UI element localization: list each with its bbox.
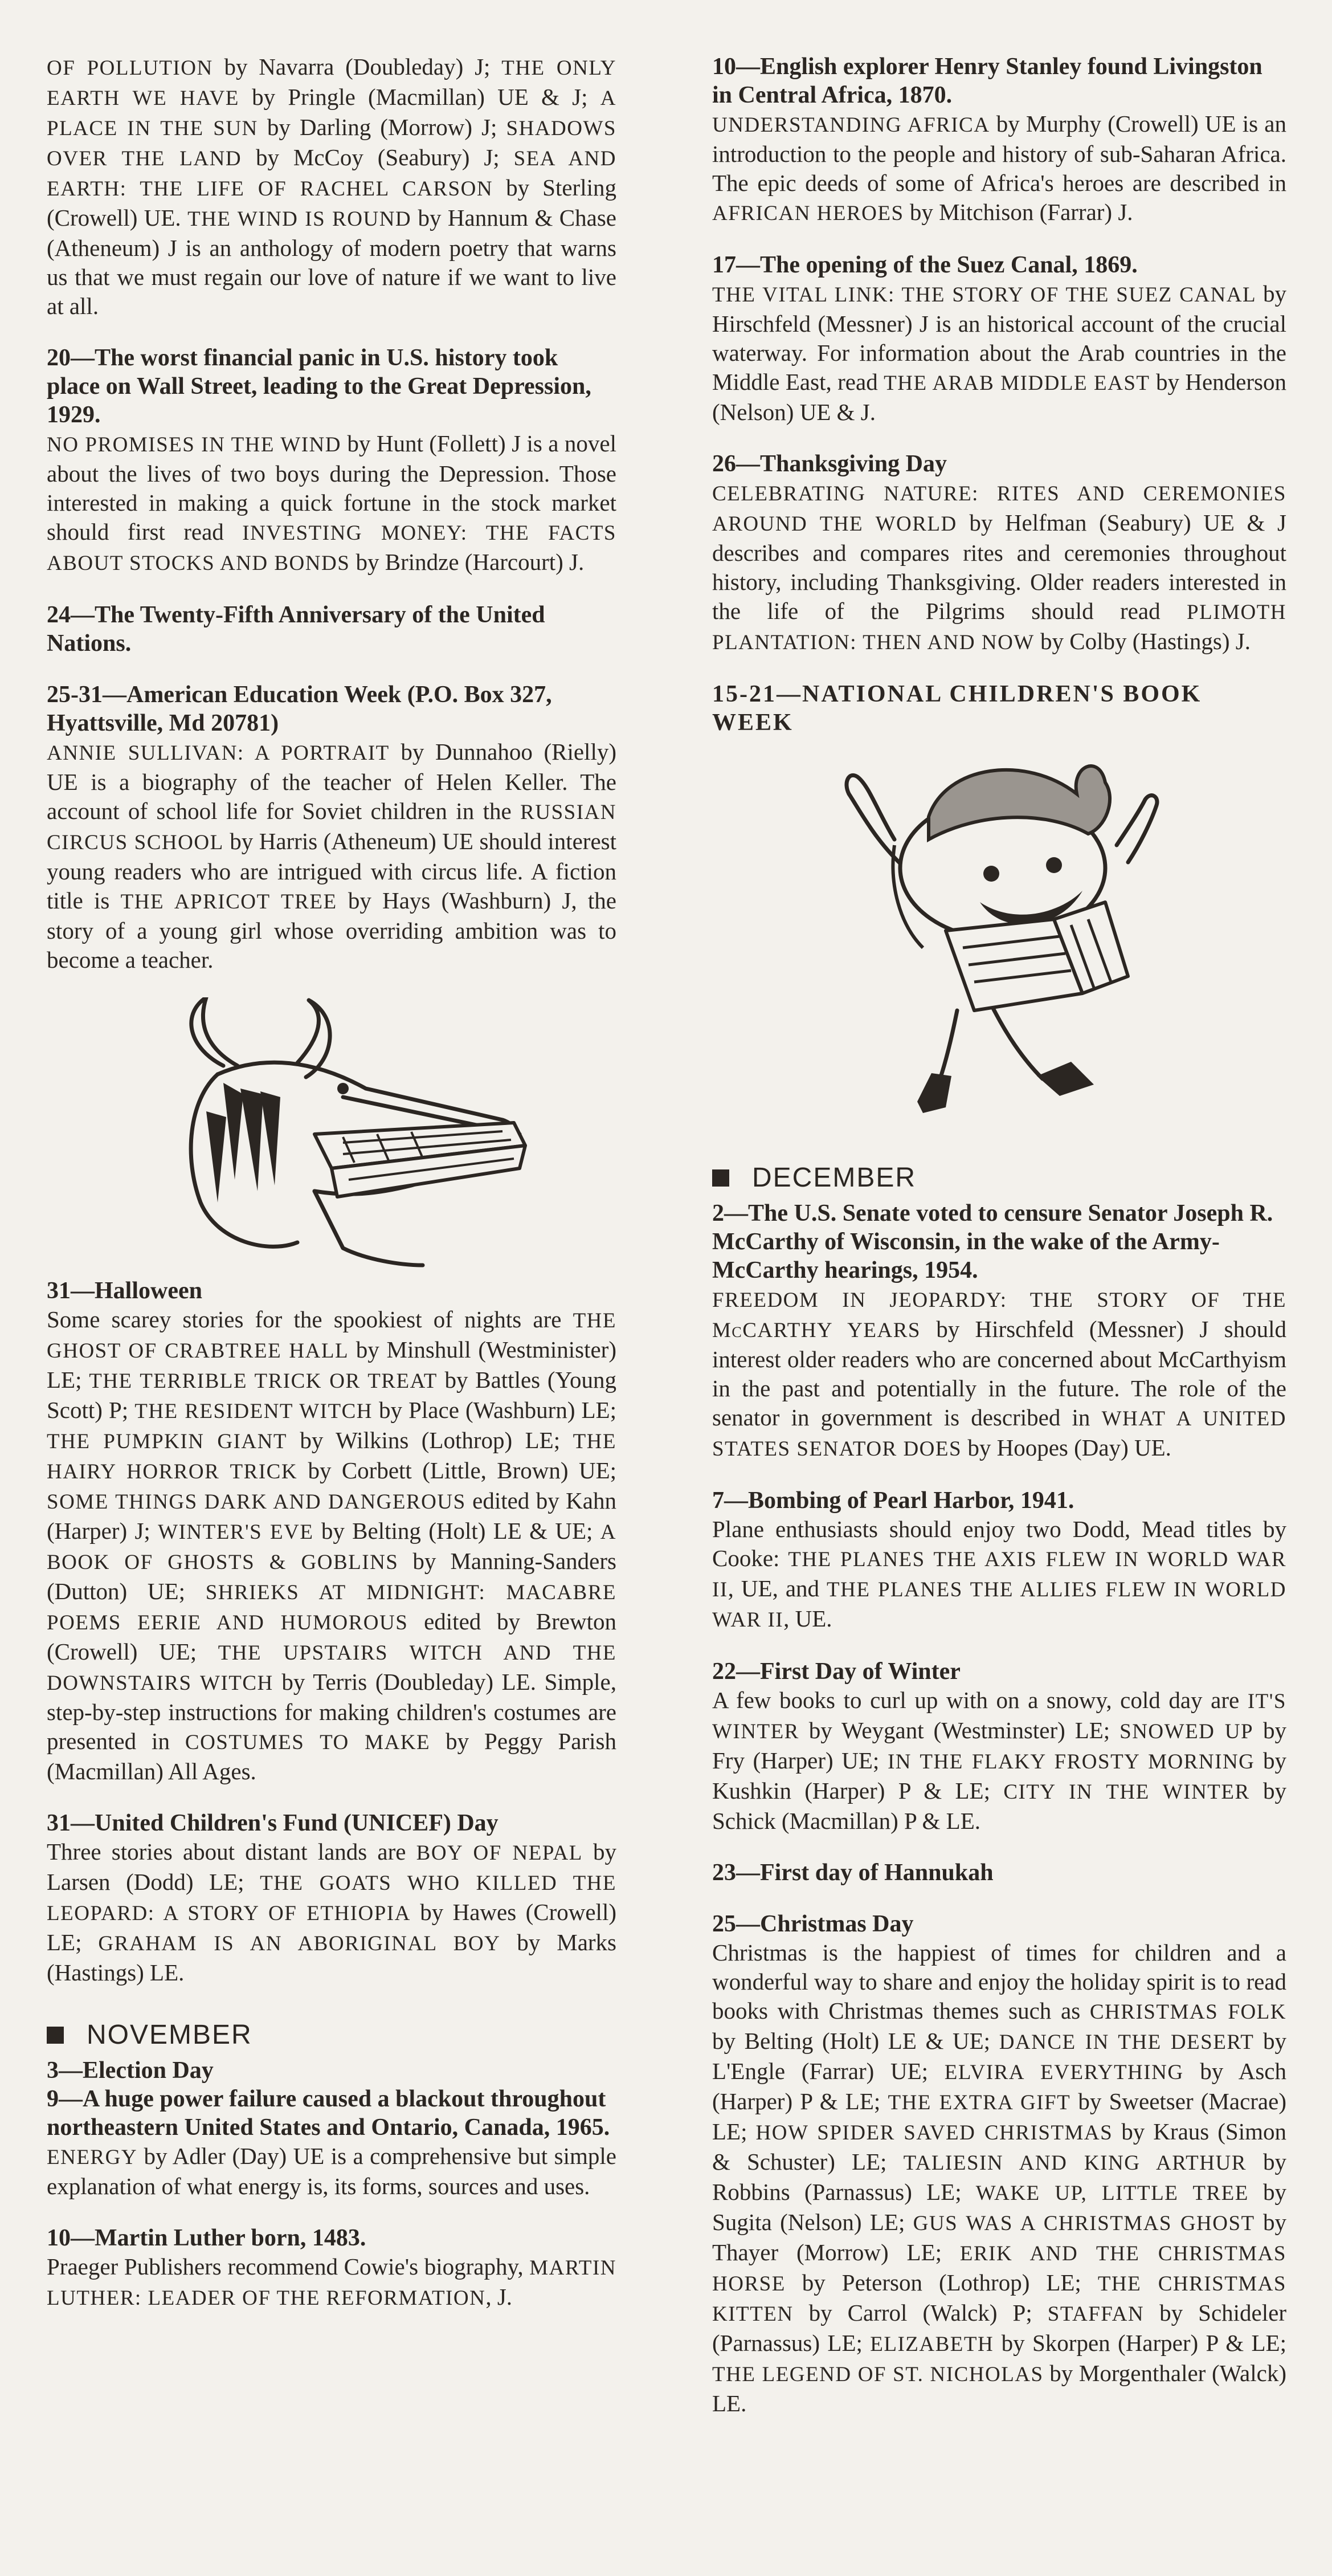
body-text: by Place (Washburn) LE; <box>373 1397 616 1423</box>
body-text: , UE, and <box>728 1575 827 1601</box>
entry-dec-7 <box>712 1486 1286 1635</box>
body-text: by Hunt (Follett) J is a novel about the lives of two boys during the Depression. Those interested in making a quick fortune in the stock market should first read <box>47 430 616 545</box>
book-title: IN THE FLAKY FROSTY MORNING <box>887 1750 1255 1774</box>
book-title: THE LEGEND OF ST. NICHOLAS <box>712 2363 1044 2386</box>
body-text: , UE. <box>783 1605 832 1632</box>
entry-dec-23 <box>712 1858 1286 1887</box>
entry-body <box>712 279 1286 427</box>
body-text: by Pringle (Macmillan) UE & J; <box>239 84 600 110</box>
body-text: by L'Engle (Farrar) UE; <box>712 2028 1286 2084</box>
entry-heading: 10—Martin Luther born, 1483. <box>47 2225 366 2251</box>
body-text: by Hawes (Crowell) LE; <box>47 1899 616 1955</box>
book-title: GRAHAM IS AN ABORIGINAL BOY <box>98 1932 501 1955</box>
book-title: WHAT A UNITED STATES SENATOR DOES <box>712 1407 1287 1461</box>
entry-body <box>47 2252 616 2313</box>
book-title: FREEDOM IN JEOPARDY: THE STORY OF THE McCARTHY YEARS <box>712 1289 1286 1342</box>
entry-nov-10-stanley <box>712 52 1286 228</box>
book-title: THE APRICOT TREE <box>120 890 337 914</box>
book-title: GUS WAS A CHRISTMAS GHOST <box>913 2212 1255 2235</box>
book-title: WINTER'S EVE <box>158 1521 314 1544</box>
entry-dec-22 <box>712 1657 1286 1836</box>
monster-with-book-illustration <box>47 997 616 1277</box>
entry-body <box>47 737 616 975</box>
entry-heading: 15-21—NATIONAL CHILDREN'S BOOK WEEK <box>712 681 1202 736</box>
body-text: by Battles (Young Scott) P; <box>47 1367 616 1423</box>
body-text: by Schick (Macmillan) P & LE. <box>712 1778 1287 1834</box>
entry-nov-9 <box>47 2085 616 2201</box>
girl-with-book-illustration <box>706 743 1281 1130</box>
body-text: by Dunnahoo (Rielly) UE is a biography of the teacher of Helen Keller. The account of school life for Soviet children in the <box>47 739 616 824</box>
book-title: DANCE IN THE DESERT <box>999 2031 1255 2054</box>
body-text: by Hirschfeld (Messner) J is an historical account of the crucial waterway. For information about the Arab countries in the Middle East, read <box>712 280 1286 395</box>
body-text: by Weygant (Westminster) LE; <box>799 1717 1120 1743</box>
body-text: by Larsen (Dodd) LE; <box>47 1839 617 1895</box>
body-text: by Kushkin (Harper) P & LE; <box>712 1747 1287 1804</box>
entry-nov-26 <box>712 450 1286 657</box>
entry-body <box>47 1837 616 1987</box>
entry-heading: 17—The opening of the Suez Canal, 1869. <box>712 252 1138 278</box>
book-title: A BOOK OF GHOSTS & GOBLINS <box>47 1521 617 1574</box>
book-title: THE RESIDENT WITCH <box>134 1400 373 1423</box>
book-title: ERIK AND THE CHRISTMAS HORSE <box>712 2242 1286 2296</box>
entry-nov-15-21 <box>712 680 1286 737</box>
book-title: THE HAIRY HORROR TRICK <box>47 1430 616 1483</box>
book-title: THE PUMPKIN GIANT <box>47 1430 287 1453</box>
entry-oct-25-31 <box>47 680 616 975</box>
body-text: edited by Kahn (Harper) J; <box>47 1487 616 1544</box>
book-title: PLIMOTH PLANTATION: THEN AND NOW <box>712 601 1286 654</box>
entry-body <box>712 1938 1286 2418</box>
book-title: RUSSIAN CIRCUS SCHOOL <box>47 801 616 854</box>
entry-oct-31-unicef <box>47 1809 616 1987</box>
book-title: IT'S WINTER <box>712 1690 1286 1743</box>
book-title: ELVIRA EVERYTHING <box>944 2061 1184 2084</box>
body-text: by McCoy (Seabury) J; <box>242 144 514 170</box>
book-title: SHADOWS OVER THE LAND <box>47 117 616 170</box>
book-title: A PLACE IN THE SUN <box>47 87 616 140</box>
body-text: by Hirschfeld (Messner) J should interest older readers who are concerned about McCarthyism in the past and potentially in the future. The role of the senator in government is described in <box>712 1316 1286 1430</box>
body-text: by Hoopes (Day) UE. <box>962 1434 1171 1461</box>
entry-heading: 9—A huge power failure caused a blackout throughout northeastern United States and Ontario, Canada, 1965. <box>47 2086 610 2141</box>
entry-body <box>47 429 616 578</box>
body-text: by Adler (Day) UE is a comprehensive but simple explanation of what energy is, its forms, sources and uses. <box>47 2143 616 2199</box>
entry-nov-17 <box>712 251 1286 427</box>
body-text: by Carrol (Walck) P; <box>793 2300 1048 2326</box>
book-title: ANNIE SULLIVAN: A PORTRAIT <box>47 741 390 765</box>
body-text: Christmas is the happiest of times for children and a wonderful way to share and enjoy the holiday spirit is to read books with Christmas themes such as <box>712 1939 1286 2024</box>
entry-oct-31-halloween <box>47 1277 616 1786</box>
book-title: THE CHRISTMAS KITTEN <box>712 2272 1286 2326</box>
book-title: TALIESIN AND KING ARTHUR <box>903 2151 1247 2175</box>
right-column <box>712 52 1286 2441</box>
book-title: CHRISTMAS FOLK <box>1089 2000 1286 2024</box>
entry-heading: 25—Christmas Day <box>712 1911 914 1937</box>
body-text: by Murphy (Crowell) UE is an introduction to the people and history of sub-Saharan Africa. The epic deeds of some of Africa's heroes are described in <box>712 111 1287 196</box>
book-title: THE ARAB MIDDLE EAST <box>884 372 1150 395</box>
entry-heading: 31—Halloween <box>47 1278 202 1304</box>
body-text: by Hays (Washburn) J, the story of a young girl whose overriding ambition was to become a teacher. <box>47 887 617 973</box>
book-title: SNOWED UP <box>1119 1720 1254 1743</box>
entry-heading: 10—English explorer Henry Stanley found Livingston in Central Africa, 1870. <box>712 54 1262 108</box>
body-text: by Sterling (Crowell) UE. <box>47 174 616 231</box>
book-title: STAFFAN <box>1047 2302 1145 2326</box>
body-text: by Thayer (Morrow) LE; <box>712 2209 1286 2265</box>
book-title: NO PROMISES IN THE WIND <box>47 433 341 456</box>
body-text: by Corbett (Little, Brown) UE; <box>297 1457 617 1483</box>
entry-heading: 20—The worst financial panic in U.S. history took place on Wall Street, leading to the Great Depression, 1929. <box>47 345 591 428</box>
book-title: BOY OF NEPAL <box>416 1841 583 1865</box>
body-text: by Belting (Holt) LE & UE; <box>313 1518 600 1544</box>
body-text: by Fry (Harper) UE; <box>712 1717 1287 1774</box>
body-text: by Helfman (Seabury) UE & J describes and compares rites and ceremonies throughout history, including Thanksgiving. Older readers interested in the life of the Pilgrims should read <box>712 510 1286 624</box>
body-text: Plane enthusiasts should enjoy two Dodd, Mead titles by Cooke: <box>712 1516 1286 1571</box>
body-text: by Robbins (Parnassus) LE; <box>712 2149 1287 2205</box>
body-text: by Skorpen (Harper) P & LE; <box>994 2330 1286 2356</box>
bullet-square-icon <box>712 1169 729 1187</box>
body-text: by Terris (Doubleday) LE. Simple, step-by-step instructions for making children's costumes are presented in <box>47 1669 616 1754</box>
book-title: COSTUMES TO MAKE <box>185 1731 431 1754</box>
book-title: THE GHOST OF CRABTREE HALL <box>47 1309 616 1363</box>
entry-heading: 26—Thanksgiving Day <box>712 451 947 477</box>
book-title: THE ONLY EARTH WE HAVE <box>47 56 616 110</box>
entry-oct-20 <box>47 344 616 578</box>
body-text: A few books to curl up with on a snowy, cold day are <box>712 1687 1248 1713</box>
body-text: by Hannum & Chase (Atheneum) J is an anthology of modern poetry that warns us that we must regain our love of nature if we want to live at all. <box>47 205 616 319</box>
book-title: ELIZABETH <box>870 2333 994 2356</box>
body-text: by Mitchison (Farrar) J. <box>904 199 1133 225</box>
month-heading-november <box>47 2019 616 2051</box>
body-text: by Navarra (Doubleday) J; <box>213 54 502 80</box>
month-label: DECEMBER <box>752 1163 917 1193</box>
body-text: Three stories about distant lands are <box>47 1839 416 1865</box>
entry-oct-24 <box>47 601 616 658</box>
book-title: THE PLANES THE AXIS FLEW IN WORLD WAR II <box>712 1548 1287 1601</box>
entry-body <box>712 478 1286 657</box>
left-column <box>47 52 616 2335</box>
entry-body <box>712 1515 1286 1635</box>
bullet-square-icon <box>47 2027 64 2044</box>
entry-nov-3 <box>47 2056 616 2085</box>
body-text: by Asch (Harper) P & LE; <box>712 2058 1286 2114</box>
book-title: INVESTING MONEY: THE FACTS ABOUT STOCKS AND BONDS <box>47 521 616 575</box>
entry-heading: 24—The Twenty-Fifth Anniversary of the United Nations. <box>47 602 545 657</box>
body-text: by Belting (Holt) LE & UE; <box>712 2028 999 2054</box>
body-text: by Kraus (Simon & Schuster) LE; <box>712 2118 1287 2175</box>
body-text: by Sweetser (Macrae) LE; <box>712 2088 1286 2145</box>
book-title: THE WIND IS ROUND <box>187 207 412 231</box>
body-text: by Manning-Sanders (Dutton) UE; <box>47 1548 616 1604</box>
body-text: Praeger Publishers recommend Cowie's biography, <box>47 2253 530 2280</box>
entry-heading: 7—Bombing of Pearl Harbor, 1941. <box>712 1487 1074 1514</box>
body-text: edited by Brewton (Crowell) UE; <box>47 1608 616 1665</box>
body-text: by Morgenthaler (Walck) LE. <box>712 2360 1286 2416</box>
book-title: WAKE UP, LITTLE TREE <box>975 2182 1249 2205</box>
book-title: THE PLANES THE ALLIES FLEW IN WORLD WAR II <box>712 1578 1287 1632</box>
entry-body <box>712 109 1286 228</box>
book-title: SOME THINGS DARK AND DANGEROUS <box>47 1490 466 1514</box>
entry-body <box>47 2142 616 2201</box>
book-title: HOW SPIDER SAVED CHRISTMAS <box>755 2121 1113 2145</box>
entry-nov-10 <box>47 2224 616 2313</box>
body-text: by Peterson (Lothrop) LE; <box>785 2269 1098 2296</box>
book-title: CITY IN THE WINTER <box>1003 1780 1250 1804</box>
body-text: by Marks (Hastings) LE. <box>47 1929 617 1986</box>
entry-pollution-books <box>47 52 616 321</box>
body-text: by Colby (Hastings) J. <box>1034 628 1251 654</box>
body-text: by Harris (Atheneum) UE should interest young readers who are intrigued with circus life. A fiction title is <box>47 828 616 914</box>
entry-heading: 3—Election Day <box>47 2057 214 2084</box>
entry-heading: 23—First day of Hannukah <box>712 1860 994 1886</box>
book-title: AFRICAN HEROES <box>712 202 904 225</box>
body-text: by Schideler (Parnassus) LE; <box>712 2300 1286 2356</box>
entry-dec-2 <box>712 1199 1286 1464</box>
entry-heading: 2—The U.S. Senate voted to censure Senator Joseph R. McCarthy of Wisconsin, in the wake of the Army-McCarthy hearings, 1954. <box>712 1200 1273 1283</box>
book-title: MARTIN LUTHER: LEADER OF THE REFORMATION <box>47 2256 616 2310</box>
entry-dec-25 <box>712 1910 1286 2418</box>
book-title: CELEBRATING NATURE: RITES AND CEREMONIES AROUND THE WORLD <box>712 482 1286 536</box>
body-text: by Minshull (Westminister) LE; <box>47 1336 616 1393</box>
month-label: NOVEMBER <box>87 2020 252 2050</box>
entry-heading: 31—United Children's Fund (UNICEF) Day <box>47 1810 499 1836</box>
book-title: THE UPSTAIRS WITCH AND THE DOWNSTAIRS WITCH <box>47 1641 616 1695</box>
body-text: Some scarey stories for the spookiest of nights are <box>47 1306 573 1332</box>
body-text: by Sugita (Nelson) LE; <box>712 2179 1287 2235</box>
book-title: SEA AND EARTH: THE LIFE OF RACHEL CARSON <box>47 147 616 201</box>
entry-heading: 25-31—American Education Week (P.O. Box 327, Hyattsville, Md 20781) <box>47 682 552 736</box>
book-title: THE EXTRA GIFT <box>888 2091 1071 2114</box>
body-text: , J. <box>485 2284 513 2310</box>
entry-body <box>47 1305 616 1786</box>
entry-body <box>712 1285 1286 1464</box>
entry-body <box>47 52 616 321</box>
body-text: by Brindze (Harcourt) J. <box>350 549 585 575</box>
body-text: by Wilkins (Lothrop) LE; <box>287 1427 573 1453</box>
body-text: by Henderson (Nelson) UE & J. <box>712 369 1286 425</box>
entry-heading: 22—First Day of Winter <box>712 1658 961 1685</box>
book-title: THE VITAL LINK: THE STORY OF THE SUEZ CANAL <box>712 283 1257 307</box>
book-title: SHRIEKS AT MIDNIGHT: MACABRE POEMS EERIE AND HUMOROUS <box>47 1581 616 1635</box>
body-text: by Peggy Parish (Macmillan) All Ages. <box>47 1728 616 1784</box>
body-text: by Darling (Morrow) J; <box>258 114 506 140</box>
entry-body <box>712 1686 1286 1836</box>
book-title: THE GOATS WHO KILLED THE LEOPARD: A STORY OF ETHIOPIA <box>47 1872 616 1925</box>
book-title: ENERGY <box>47 2146 138 2169</box>
book-title: UNDERSTANDING AFRICA <box>712 113 990 137</box>
book-title: THE TERRIBLE TRICK OR TREAT <box>89 1369 438 1393</box>
book-title: OF POLLUTION <box>47 56 213 80</box>
month-heading-december <box>712 1162 1286 1193</box>
